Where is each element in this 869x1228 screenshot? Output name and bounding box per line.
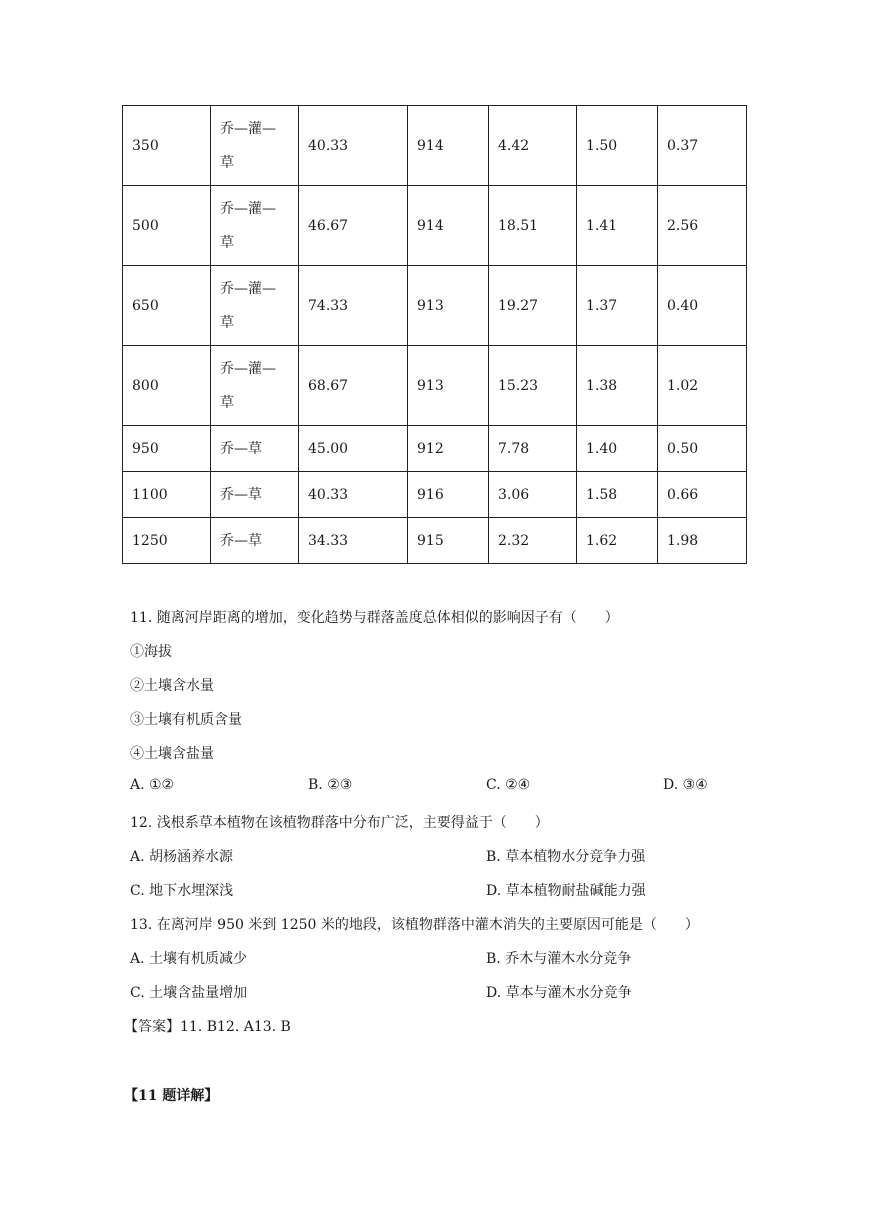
vegetation-line: 乔—灌—: [220, 200, 276, 217]
vegetation-line: 草: [220, 154, 234, 171]
table-cell-altitude: 914: [408, 186, 489, 266]
table-row: [123, 186, 747, 266]
q13-option-a: A. 土壤有机质减少: [130, 951, 248, 967]
table-cell-organic: 1.58: [577, 472, 658, 518]
table-cell-salt: 1.98: [658, 518, 747, 564]
q11-option-a: A. ①②: [130, 777, 175, 793]
table-cell-salt: 0.37: [658, 106, 747, 186]
table-cell-altitude: 916: [408, 472, 489, 518]
table-cell-organic: 1.37: [577, 266, 658, 346]
table-cell-organic: 1.62: [577, 518, 658, 564]
table-cell-water: 7.78: [489, 426, 577, 472]
vegetation-line: 草: [220, 314, 234, 331]
table-cell-organic: 1.50: [577, 106, 658, 186]
q12-option-c: C. 地下水埋深浅: [130, 883, 234, 899]
question-13-stem: 13. 在离河岸 950 米到 1250 米的地段，该植物群落中灌木消失的主要原因可能是（ ）: [130, 917, 699, 933]
vegetation-line: 乔—草: [220, 486, 262, 503]
vegetation-line: 乔—灌—: [220, 120, 276, 137]
table-cell-water: 15.23: [489, 346, 577, 426]
table-row: [123, 346, 747, 426]
table-cell-altitude: 914: [408, 106, 489, 186]
answer-line: 【答案】11. B12. A13. B: [124, 1019, 291, 1035]
table-cell-distance: 800: [123, 346, 211, 426]
q11-option-c: C. ②④: [486, 777, 531, 793]
table-row: [123, 426, 747, 472]
table-cell-water: 4.42: [489, 106, 577, 186]
table-row: [123, 472, 747, 518]
vegetation-line: 草: [220, 234, 234, 251]
table-cell-coverage: 68.67: [299, 346, 408, 426]
table-cell-coverage: 46.67: [299, 186, 408, 266]
table-cell-veg: [211, 518, 299, 564]
vegetation-line: 乔—灌—: [220, 280, 276, 297]
table-cell-salt: 1.02: [658, 346, 747, 426]
q11-option-b: B. ②③: [308, 777, 353, 793]
table-row: [123, 266, 747, 346]
vegetation-line: 草: [220, 394, 234, 411]
q12-option-d: D. 草本植物耐盐碱能力强: [486, 883, 646, 899]
table-cell-veg: [211, 186, 299, 266]
question-12-stem: 12. 浅根系草本植物在该植物群落中分布广泛，主要得益于（ ）: [130, 815, 549, 831]
table-cell-organic: 1.40: [577, 426, 658, 472]
question-11-stem: 11. 随离河岸距离的增加，变化趋势与群落盖度总体相似的影响因子有（ ）: [130, 610, 619, 626]
table-cell-altitude: 912: [408, 426, 489, 472]
table-cell-altitude: 915: [408, 518, 489, 564]
table-cell-altitude: 913: [408, 266, 489, 346]
table-cell-water: 2.32: [489, 518, 577, 564]
table-cell-coverage: 74.33: [299, 266, 408, 346]
detail-heading: 【11 题详解】: [124, 1088, 219, 1104]
vegetation-line: 乔—草: [220, 532, 262, 549]
table-cell-distance: 500: [123, 186, 211, 266]
table-cell-veg: [211, 346, 299, 426]
q11-item-3: ③土壤有机质含量: [130, 712, 242, 728]
vegetation-line: 乔—草: [220, 440, 262, 457]
q12-option-b: B. 草本植物水分竞争力强: [486, 849, 646, 865]
table-cell-distance: 1100: [123, 472, 211, 518]
table-cell-salt: 0.66: [658, 472, 747, 518]
q11-item-4: ④土壤含盐量: [130, 746, 214, 762]
table-cell-distance: 950: [123, 426, 211, 472]
table-cell-distance: 650: [123, 266, 211, 346]
table-cell-coverage: 40.33: [299, 106, 408, 186]
table-cell-water: 3.06: [489, 472, 577, 518]
table-cell-veg: [211, 266, 299, 346]
data-table: [122, 105, 747, 564]
table-row: [123, 106, 747, 186]
q13-option-b: B. 乔木与灌木水分竞争: [486, 951, 632, 967]
table-cell-veg: [211, 472, 299, 518]
table-cell-veg: [211, 106, 299, 186]
table-cell-salt: 0.40: [658, 266, 747, 346]
q13-option-c: C. 土壤含盐量增加: [130, 985, 248, 1001]
q11-item-2: ②土壤含水量: [130, 678, 214, 694]
vegetation-line: 乔—灌—: [220, 360, 276, 377]
table-row: [123, 518, 747, 564]
table-cell-salt: 0.50: [658, 426, 747, 472]
table-cell-water: 18.51: [489, 186, 577, 266]
q12-option-a: A. 胡杨涵养水源: [130, 849, 234, 865]
table-cell-distance: 1250: [123, 518, 211, 564]
table-cell-salt: 2.56: [658, 186, 747, 266]
table-cell-water: 19.27: [489, 266, 577, 346]
table-cell-coverage: 40.33: [299, 472, 408, 518]
table-cell-veg: [211, 426, 299, 472]
q11-item-1: ①海拔: [130, 644, 172, 660]
table-cell-organic: 1.38: [577, 346, 658, 426]
table-cell-coverage: 34.33: [299, 518, 408, 564]
q13-option-d: D. 草本与灌木水分竞争: [486, 985, 632, 1001]
table-cell-altitude: 913: [408, 346, 489, 426]
q11-option-d: D. ③④: [663, 777, 708, 793]
table-cell-organic: 1.41: [577, 186, 658, 266]
table-cell-coverage: 45.00: [299, 426, 408, 472]
table-cell-distance: 350: [123, 106, 211, 186]
